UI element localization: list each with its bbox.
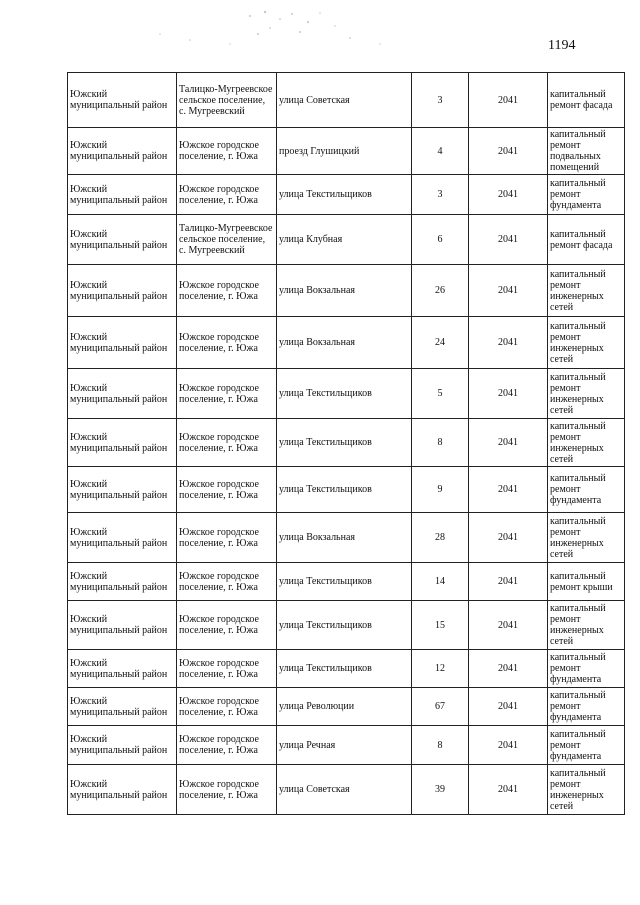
table-row (68, 128, 625, 175)
district-cell: Южский муниципальный район (68, 563, 177, 601)
settlement-cell: Талицко-Мугреевское сельское поселение, с. Мугреевский (177, 73, 277, 128)
year-cell: 2041 (469, 265, 548, 317)
settlement-cell: Южское городское поселение, г. Южа (177, 419, 277, 467)
house-number-cell: 3 (412, 73, 469, 128)
house-number-cell: 9 (412, 467, 469, 513)
house-number-cell: 3 (412, 175, 469, 215)
table-row (68, 513, 625, 563)
house-number-cell: 8 (412, 419, 469, 467)
table-row (68, 369, 625, 419)
table-row (68, 688, 625, 726)
street-cell: проезд Глушицкий (277, 128, 412, 175)
table-row (68, 563, 625, 601)
house-number-cell: 14 (412, 563, 469, 601)
street-cell: улица Речная (277, 726, 412, 765)
district-cell: Южский муниципальный район (68, 688, 177, 726)
street-cell: улица Текстильщиков (277, 650, 412, 688)
year-cell: 2041 (469, 215, 548, 265)
house-number-cell: 24 (412, 317, 469, 369)
street-cell: улица Текстильщиков (277, 369, 412, 419)
street-cell: улица Советская (277, 73, 412, 128)
street-cell: улица Текстильщиков (277, 601, 412, 650)
house-number-cell: 5 (412, 369, 469, 419)
year-cell: 2041 (469, 765, 548, 815)
table-row (68, 317, 625, 369)
district-cell: Южский муниципальный район (68, 765, 177, 815)
year-cell: 2041 (469, 650, 548, 688)
year-cell: 2041 (469, 601, 548, 650)
work-type-cell: капитальный ремонт фундамента (548, 650, 625, 688)
work-type-cell: капитальный ремонт фасада (548, 215, 625, 265)
street-cell: улица Вокзальная (277, 265, 412, 317)
settlement-cell: Южское городское поселение, г. Южа (177, 726, 277, 765)
work-type-cell: капитальный ремонт фундамента (548, 726, 625, 765)
table-row (68, 265, 625, 317)
table-row (68, 419, 625, 467)
settlement-cell: Южское городское поселение, г. Южа (177, 467, 277, 513)
table-row (68, 175, 625, 215)
street-cell: улица Текстильщиков (277, 563, 412, 601)
settlement-cell: Южское городское поселение, г. Южа (177, 513, 277, 563)
district-cell: Южский муниципальный район (68, 650, 177, 688)
year-cell: 2041 (469, 467, 548, 513)
district-cell: Южский муниципальный район (68, 175, 177, 215)
table-row (68, 765, 625, 815)
street-cell: улица Текстильщиков (277, 419, 412, 467)
district-cell: Южский муниципальный район (68, 369, 177, 419)
street-cell: улица Вокзальная (277, 513, 412, 563)
district-cell: Южский муниципальный район (68, 601, 177, 650)
year-cell: 2041 (469, 513, 548, 563)
street-cell: улица Советская (277, 765, 412, 815)
house-number-cell: 28 (412, 513, 469, 563)
district-cell: Южский муниципальный район (68, 467, 177, 513)
year-cell: 2041 (469, 73, 548, 128)
work-type-cell: капитальный ремонт инженерных сетей (548, 265, 625, 317)
work-type-cell: капитальный ремонт инженерных сетей (548, 601, 625, 650)
year-cell: 2041 (469, 726, 548, 765)
settlement-cell: Южское городское поселение, г. Южа (177, 265, 277, 317)
house-number-cell: 8 (412, 726, 469, 765)
year-cell: 2041 (469, 688, 548, 726)
settlement-cell: Южское городское поселение, г. Южа (177, 765, 277, 815)
work-type-cell: капитальный ремонт фасада (548, 73, 625, 128)
table-row (68, 601, 625, 650)
settlement-cell: Южское городское поселение, г. Южа (177, 650, 277, 688)
table-row (68, 215, 625, 265)
settlement-cell: Южское городское поселение, г. Южа (177, 128, 277, 175)
settlement-cell: Южское городское поселение, г. Южа (177, 317, 277, 369)
work-type-cell: капитальный ремонт фундамента (548, 688, 625, 726)
work-type-cell: капитальный ремонт инженерных сетей (548, 765, 625, 815)
settlement-cell: Южское городское поселение, г. Южа (177, 369, 277, 419)
work-type-cell: капитальный ремонт инженерных сетей (548, 369, 625, 419)
year-cell: 2041 (469, 317, 548, 369)
work-type-cell: капитальный ремонт инженерных сетей (548, 419, 625, 467)
house-number-cell: 15 (412, 601, 469, 650)
street-cell: улица Клубная (277, 215, 412, 265)
table-row (68, 650, 625, 688)
table-row (68, 726, 625, 765)
street-cell: улица Текстильщиков (277, 467, 412, 513)
street-cell: улица Революции (277, 688, 412, 726)
year-cell: 2041 (469, 175, 548, 215)
work-type-cell: капитальный ремонт фундамента (548, 467, 625, 513)
district-cell: Южский муниципальный район (68, 215, 177, 265)
table-row (68, 467, 625, 513)
street-cell: улица Текстильщиков (277, 175, 412, 215)
year-cell: 2041 (469, 128, 548, 175)
street-cell: улица Вокзальная (277, 317, 412, 369)
settlement-cell: Талицко-Мугреевское сельское поселение, с. Мугреевский (177, 215, 277, 265)
work-type-cell: капитальный ремонт инженерных сетей (548, 317, 625, 369)
table-row (68, 73, 625, 128)
settlement-cell: Южское городское поселение, г. Южа (177, 688, 277, 726)
work-type-cell: капитальный ремонт фундамента (548, 175, 625, 215)
repair-schedule-table (67, 72, 625, 815)
work-type-cell: капитальный ремонт крыши (548, 563, 625, 601)
house-number-cell: 39 (412, 765, 469, 815)
year-cell: 2041 (469, 563, 548, 601)
district-cell: Южский муниципальный район (68, 317, 177, 369)
house-number-cell: 6 (412, 215, 469, 265)
year-cell: 2041 (469, 419, 548, 467)
work-type-cell: капитальный ремонт подвальных помещений (548, 128, 625, 175)
district-cell: Южский муниципальный район (68, 513, 177, 563)
district-cell: Южский муниципальный район (68, 128, 177, 175)
year-cell: 2041 (469, 369, 548, 419)
settlement-cell: Южское городское поселение, г. Южа (177, 175, 277, 215)
district-cell: Южский муниципальный район (68, 726, 177, 765)
house-number-cell: 12 (412, 650, 469, 688)
house-number-cell: 4 (412, 128, 469, 175)
house-number-cell: 26 (412, 265, 469, 317)
settlement-cell: Южское городское поселение, г. Южа (177, 563, 277, 601)
district-cell: Южский муниципальный район (68, 419, 177, 467)
district-cell: Южский муниципальный район (68, 265, 177, 317)
work-type-cell: капитальный ремонт инженерных сетей (548, 513, 625, 563)
settlement-cell: Южское городское поселение, г. Южа (177, 601, 277, 650)
scan-noise (130, 4, 430, 50)
house-number-cell: 67 (412, 688, 469, 726)
district-cell: Южский муниципальный район (68, 73, 177, 128)
page-number: 1194 (548, 38, 576, 53)
